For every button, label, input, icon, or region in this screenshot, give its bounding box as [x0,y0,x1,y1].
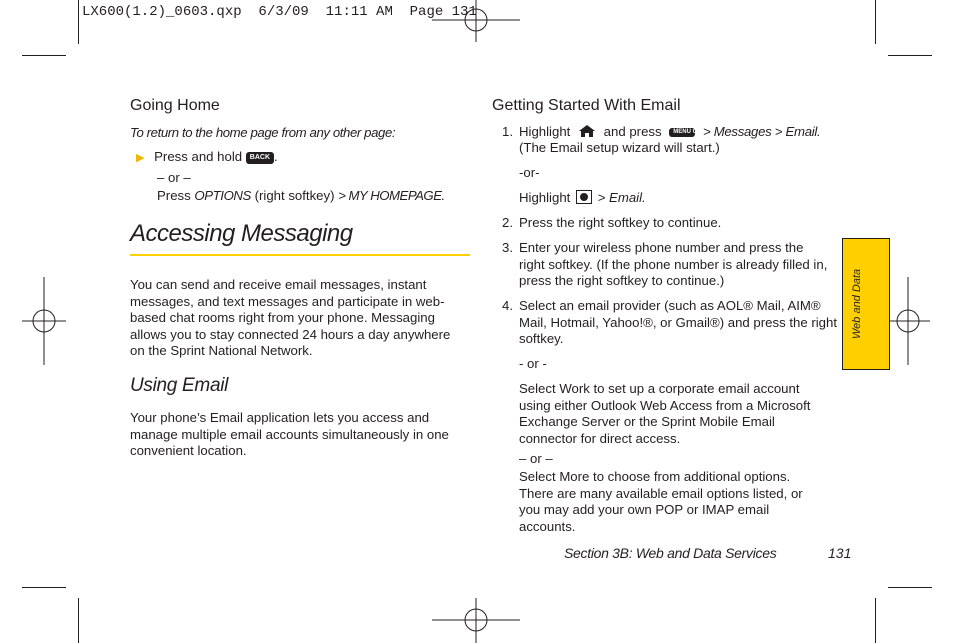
step-3-line: right softkey. (If the phone number is already filled in, [519,256,828,272]
page-title: Accessing Messaging [130,220,353,247]
back-key-icon: BACK [246,152,274,164]
step-b-prefix: Press [157,188,191,203]
more-line: There are many available email options listed, or [519,485,803,501]
title-rule [130,254,470,256]
my-homepage-path: > MY HOMEPAGE. [338,188,445,203]
intro-line: based chat rooms right from your phone. Messaging [130,310,435,325]
step-2-number: 2. [502,215,513,230]
step-1-number: 1. [502,124,513,139]
step-4-number: 4. [502,298,513,313]
intro-line: allows you to stay connected 24 hours a day anywhere [130,326,451,342]
or-divider: -or- [519,165,540,180]
work-option-text [519,381,810,447]
going-home-heading: Going Home [130,97,220,114]
going-home-step: ▶ Press and hold BACK . [136,149,278,164]
intro-line: on the Sprint National Network. [130,343,313,358]
step-b-mid: (right softkey) [254,188,335,203]
step-4-line: Mail, Hotmail, Yahoo!®, or Gmail®) and press the right [519,314,837,330]
web-data-icon [576,190,592,204]
email-path: > Email. [597,190,646,205]
footer-section: Section 3B: Web and Data Services [564,545,777,561]
step-3-number: 3. [502,240,513,255]
getting-started-heading: Getting Started With Email [492,97,681,114]
intro-line: messages, and text messages and participate in web- [130,293,445,309]
more-line: you may add your own POP or IMAP email [519,502,770,517]
step-4-text [519,298,837,348]
or-divider: – or – [519,451,553,466]
home-icon [578,124,596,138]
step-1-note: (The Email setup wizard will start.) [519,140,720,155]
using-email-text [130,410,449,460]
using-email-heading: Using Email [130,375,229,396]
going-home-intro: To return to the home page from any other page: [130,125,396,140]
using-email-line: Your phone’s Email application lets you access and [130,410,430,425]
options-softkey: OPTIONS [194,188,251,203]
using-email-line: manage multiple email accounts simultaneously in one [130,426,449,442]
or-divider: - or - [519,356,547,371]
messaging-intro [130,277,450,360]
messages-email-path: > Messages > Email. [702,124,821,139]
side-tab-label: Web and Data [851,268,863,339]
menu-ok-key-icon: MENU OK [669,128,695,137]
work-line: Exchange Server or the Sprint Mobile Email [519,414,775,429]
intro-line: You can send and receive email messages, instant [130,277,427,292]
step-1-text-a: Highlight [519,124,571,139]
step-1-text-b: and press [603,124,662,139]
bullet-arrow-icon: ▶ [136,152,145,164]
going-home-step-b [157,188,445,205]
step-3-line: Enter your wireless phone number and press the [519,240,804,255]
using-email-line: convenient location. [130,443,247,458]
more-option-text [519,469,803,535]
work-line: connector for direct access. [519,430,681,446]
more-line: accounts. [519,518,576,534]
section-side-tab [842,238,890,370]
page-number: 131 [828,545,852,561]
step-3-text [519,240,827,290]
print-slug: LX600(1.2)_0603.qxp 6/3/09 11:11 AM Page 131 [82,4,477,20]
step-text: Press and hold [154,149,243,164]
or-divider: – or – [157,170,191,185]
step-3-line: press the right softkey to continue.) [519,273,725,288]
work-line: Select Work to set up a corporate email account [519,381,800,396]
step-4-line: softkey. [519,331,564,346]
step-2-text: Press the right softkey to continue. [519,215,722,230]
step-1 [519,124,820,141]
more-line: Select More to choose from additional options. [519,469,791,484]
alt-text: Highlight [519,190,571,205]
work-line: using either Outlook Web Access from a Microsoft [519,397,811,413]
step-4-line: Select an email provider (such as AOL® Mail, AIM® [519,298,821,313]
step-1-alt [519,190,646,207]
